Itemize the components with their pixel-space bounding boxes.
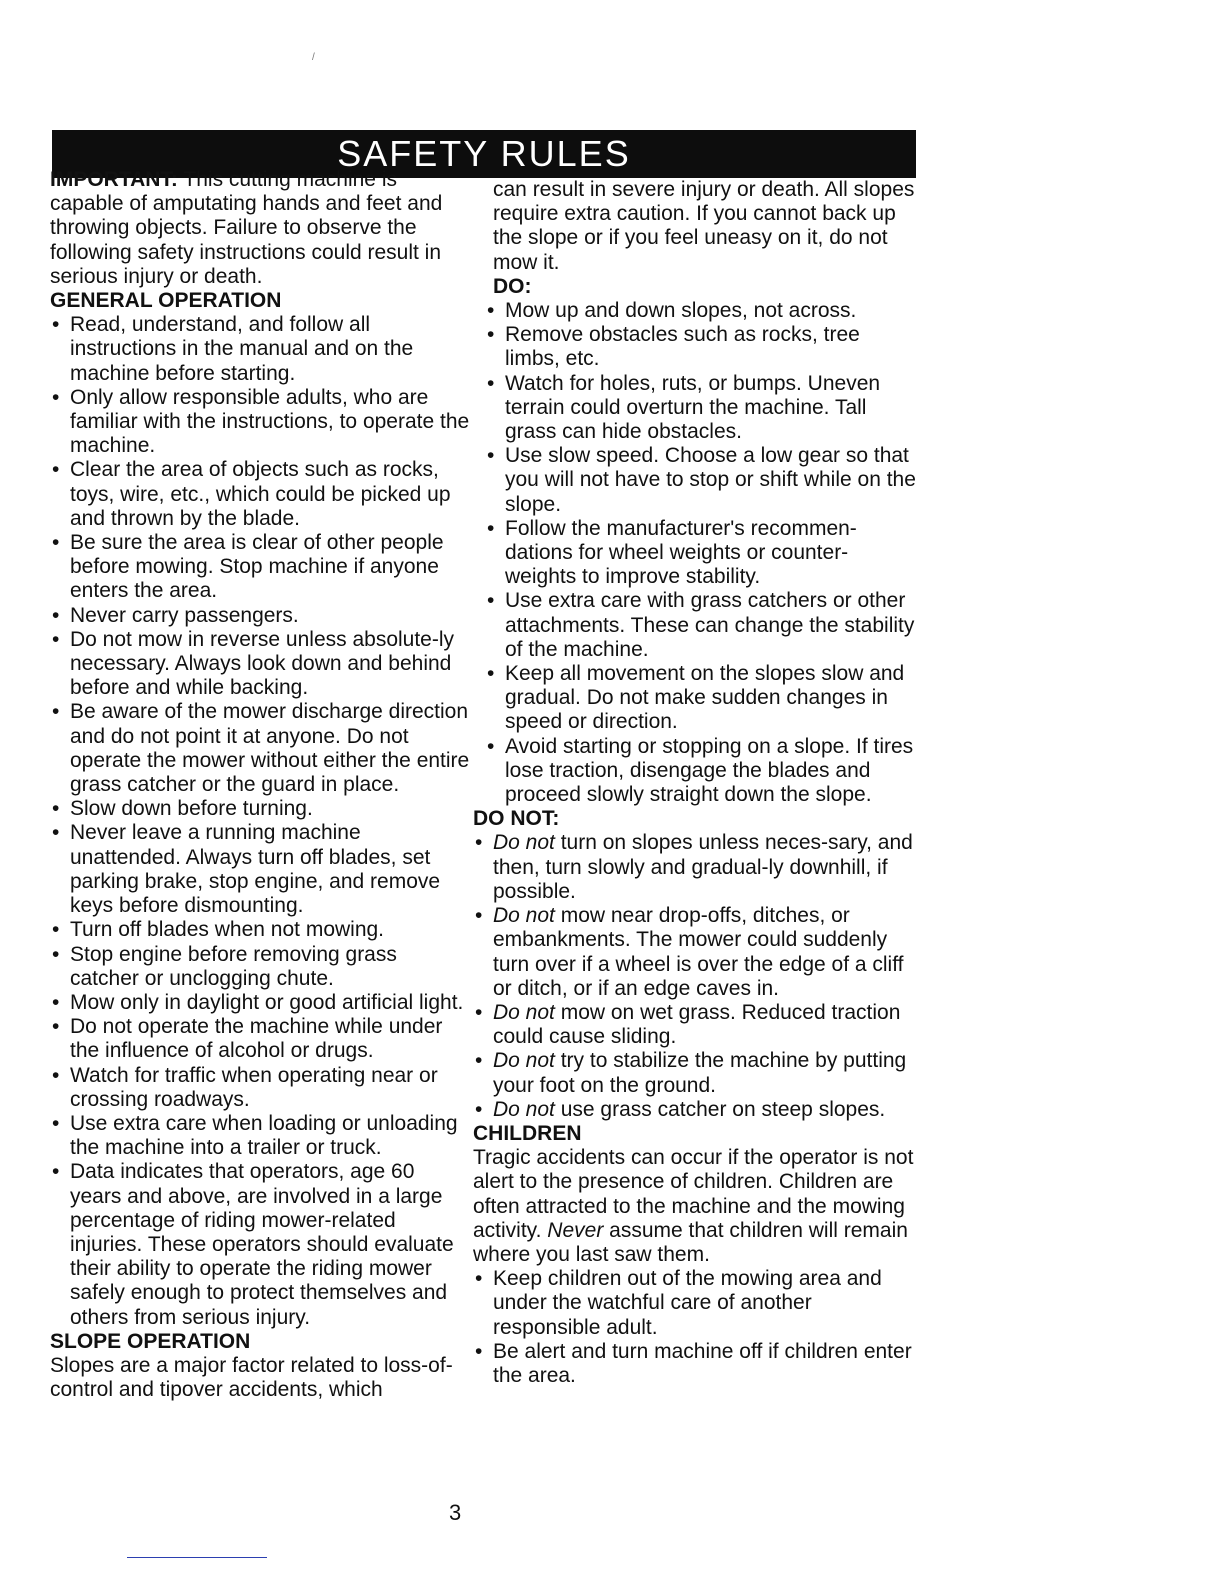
list-item: • Keep all movement on the slopes slow and gradual. Do not make sudden changes in speed or direction.	[485, 662, 918, 735]
general-operation-list	[50, 313, 470, 1330]
list-item: • Be alert and turn machine off if children enter the area.	[473, 1340, 918, 1388]
slope-operation-continued: can result in severe injury or death. All slopes require extra caution. If you cannot back up the slope or if you feel uneasy on it, do not mow it.	[493, 178, 915, 274]
children-text-a: Tragic accidents can occur if the operator is not alert to the presence of children. Children are often attracted to the machine and the mowing activity.	[473, 1146, 914, 1242]
important-note	[50, 168, 470, 289]
list-item: • Use extra care with grass catchers or other attachments. These can change the stability of the machine.	[485, 589, 918, 662]
do-not-list	[473, 831, 918, 1121]
list-item: • Mow only in daylight or good artificial light.	[50, 991, 470, 1015]
important-label: IMPORTANT:	[50, 168, 178, 191]
list-item: • Be sure the area is clear of other people before mowing. Stop machine if anyone enters the area.	[50, 531, 470, 604]
list-item: • Do not operate the machine while under the influence of alcohol or drugs.	[50, 1015, 470, 1063]
list-item	[473, 1098, 918, 1122]
list-item: • Keep children out of the mowing area and under the watchful care of another responsible adult.	[473, 1267, 918, 1340]
children-heading: CHILDREN	[473, 1121, 582, 1145]
bottom-rule	[127, 1557, 267, 1558]
list-item	[473, 1049, 918, 1097]
do-not-emphasis: Do not	[493, 1049, 555, 1073]
list-item: • Use slow speed. Choose a low gear so that you will not have to stop or shift while on the slope.	[485, 444, 918, 517]
list-item: • Use extra care when loading or unloading the machine into a trailer or truck.	[50, 1112, 470, 1160]
slope-operation-heading: SLOPE OPERATION	[50, 1329, 251, 1353]
do-not-heading: DO NOT:	[473, 807, 560, 831]
list-item	[473, 1001, 918, 1049]
do-not-emphasis: Do not	[493, 1097, 555, 1121]
do-heading: DO:	[493, 274, 532, 298]
list-item	[473, 904, 918, 1001]
general-operation-heading: GENERAL OPERATION	[50, 289, 282, 313]
list-item: • Stop engine before removing grass catcher or unclogging chute.	[50, 943, 470, 991]
children-text-emphasis: Never	[547, 1218, 604, 1242]
slope-operation-text: Slopes are a major factor related to loss-of-control and tipover accidents, which	[50, 1353, 453, 1402]
list-item: • Never carry passengers.	[50, 604, 470, 628]
children-text	[473, 1146, 918, 1267]
list-item: • Data indicates that operators, age 60 years and above, are involved in a large percentage of riding mower-related injuries. These operators should evaluate their ability to operate the riding mower safely enough to protect themselves and others from serious injury.	[50, 1160, 470, 1329]
do-not-text: try to stabilize the machine by putting your foot on the ground.	[493, 1049, 907, 1097]
right-column	[473, 178, 918, 1388]
do-list	[473, 299, 918, 807]
list-item: • Mow up and down slopes, not across.	[485, 299, 918, 323]
left-column	[50, 168, 470, 1402]
list-item: • Be aware of the mower discharge direction and do not point it at anyone. Do not operate the mower without either the entire grass catcher or the guard in place.	[50, 700, 470, 797]
do-not-text: mow near drop-offs, ditches, or embankments. The mower could suddenly turn over if a wheel is over the edge of a cliff or ditch, or if an edge caves in.	[493, 904, 904, 1000]
important-text: This cutting machine is capable of amputating hands and feet and throwing objects. Failure to observe the following safety instructions could result in serious injury or death.	[50, 168, 443, 288]
children-list	[473, 1267, 918, 1388]
list-item: • Turn off blades when not mowing.	[50, 918, 470, 942]
do-not-emphasis: Do not	[493, 904, 555, 928]
do-not-text: mow on wet grass. Reduced traction could cause sliding.	[493, 1000, 901, 1049]
banner-title: SAFETY RULES	[337, 133, 631, 174]
do-not-emphasis: Do not	[493, 1000, 555, 1024]
list-item: • Clear the area of objects such as rocks, toys, wire, etc., which could be picked up and thrown by the blade.	[50, 458, 470, 531]
list-item: • Follow the manufacturer's recommen-dations for wheel weights or counter-weights to improve stability.	[485, 517, 918, 590]
do-not-emphasis: Do not	[493, 831, 555, 855]
list-item: • Only allow responsible adults, who are familiar with the instructions, to operate the machine.	[50, 386, 470, 459]
list-item: • Do not mow in reverse unless absolute-ly necessary. Always look down and behind before and while backing.	[50, 628, 470, 701]
list-item: • Watch for holes, ruts, or bumps. Uneven terrain could overturn the machine. Tall grass can hide obstacles.	[485, 372, 918, 445]
stray-mark: /	[312, 52, 315, 63]
list-item: • Read, understand, and follow all instructions in the manual and on the machine before starting.	[50, 313, 470, 386]
list-item: • Remove obstacles such as rocks, tree limbs, etc.	[485, 323, 918, 371]
page-number: 3	[449, 1500, 462, 1525]
list-item: • Slow down before turning.	[50, 797, 470, 821]
do-not-text: use grass catcher on steep slopes.	[554, 1097, 886, 1121]
list-item: • Never leave a running machine unattended. Always turn off blades, set parking brake, stop engine, and remove keys before dismounting.	[50, 821, 470, 918]
list-item: • Avoid starting or stopping on a slope. If tires lose traction, disengage the blades and proceed slowly straight down the slope.	[485, 735, 918, 808]
list-item: • Watch for traffic when operating near or crossing roadways.	[50, 1064, 470, 1112]
do-not-text: turn on slopes unless neces-sary, and then, turn slowly and gradual-ly downhill, if possible.	[493, 831, 913, 903]
children-text-b: assume that children will remain where you last saw them.	[473, 1218, 908, 1266]
list-item	[473, 831, 918, 904]
